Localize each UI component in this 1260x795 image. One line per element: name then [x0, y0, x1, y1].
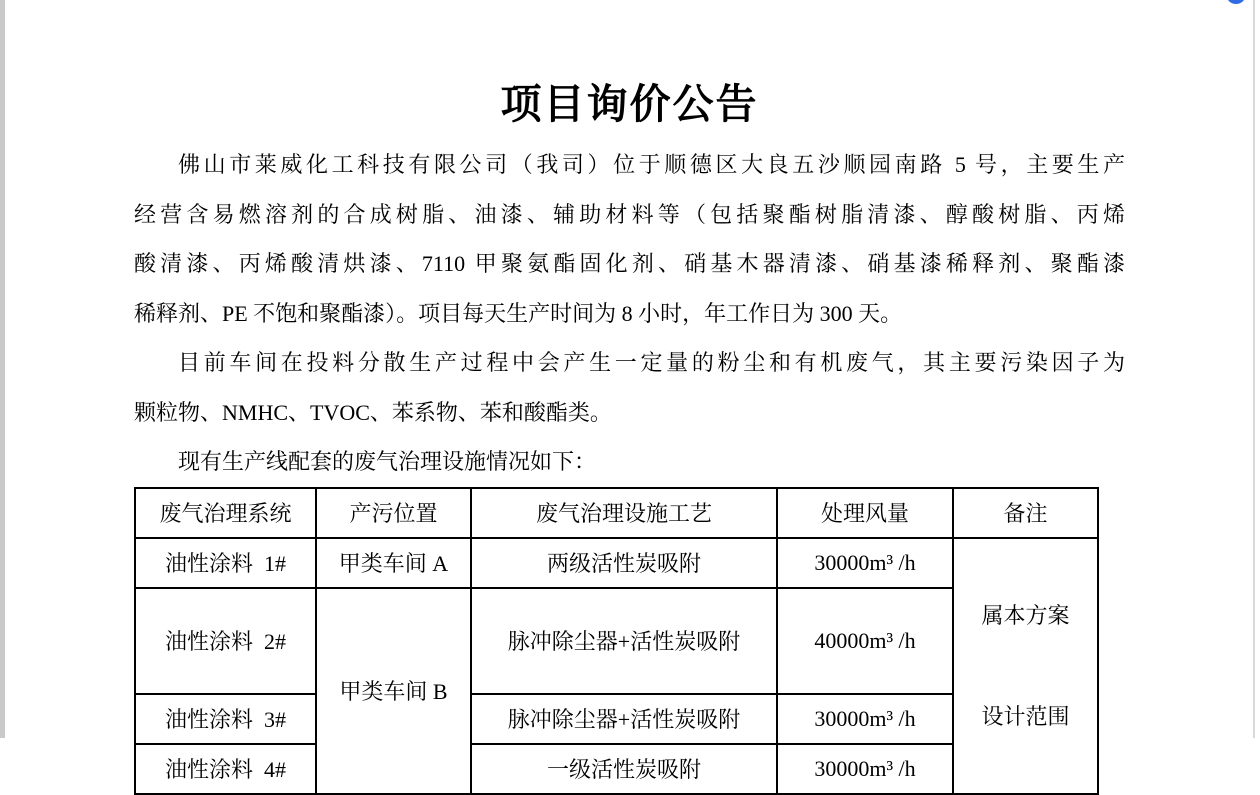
body-line: 佛山市莱威化工科技有限公司（我司）位于顺德区大良五沙顺园南路 5 号，主要生产: [178, 152, 1125, 177]
page-right-edge-line: [1253, 0, 1255, 738]
cell-system-4: 油性涂料 4#: [135, 744, 316, 794]
cell-system-2: 油性涂料 2#: [135, 588, 316, 694]
cell-system-1: 油性涂料 1#: [135, 538, 316, 588]
body-line: 目前车间在投料分散生产过程中会产生一定量的粉尘和有机废气，其主要污染因子为: [178, 350, 1125, 375]
cell-airflow-4: 30000m³ /h: [777, 744, 953, 794]
cell-process-2: 脉冲除尘器+活性炭吸附: [471, 588, 777, 694]
table-row: [135, 538, 1098, 588]
body-line: 经营含易燃溶剂的合成树脂、油漆、辅助材料等（包括聚酯树脂清漆、醇酸树脂、丙烯: [134, 201, 1125, 227]
cell-location-a: 甲类车间 A: [316, 538, 471, 588]
cell-process-1: 两级活性炭吸附: [471, 538, 777, 588]
header-cell-process: 废气治理设施工艺: [471, 488, 777, 538]
page-title: 项目询价公告: [500, 81, 759, 127]
document-page: [134, 0, 1125, 795]
body-line: 现有生产线配套的废气治理设施情况如下：: [178, 449, 597, 474]
cell-location-b: 甲类车间 B: [316, 588, 471, 794]
window-left-edge: [0, 0, 5, 738]
cell-system-3: 油性涂料 3#: [135, 694, 316, 744]
header-cell-airflow: 处理风量: [777, 488, 953, 538]
cell-airflow-3: 30000m³ /h: [777, 694, 953, 744]
floating-action-button-icon[interactable]: [1226, 0, 1246, 4]
waste-gas-facilities-table: [134, 487, 1099, 795]
body-text: [134, 140, 1125, 487]
remark-line: 属本方案: [981, 602, 1070, 628]
cell-process-4: 一级活性炭吸附: [471, 744, 777, 794]
cell-airflow-1: 30000m³ /h: [777, 538, 953, 588]
cell-remark: [953, 538, 1098, 794]
header-cell-location: 产污位置: [316, 488, 471, 538]
body-line: 酸清漆、丙烯酸清烘漆、7110 甲聚氨酯固化剂、硝基木器清漆、硝基漆稀释剂、聚酯漆: [134, 251, 1125, 276]
table-header-row: [135, 488, 1098, 538]
cell-airflow-2: 40000m³ /h: [777, 588, 953, 694]
header-cell-remark: 备注: [953, 488, 1098, 538]
remark-line: 设计范围: [981, 703, 1070, 729]
cell-process-3: 脉冲除尘器+活性炭吸附: [471, 694, 777, 744]
body-line: 稀释剂、PE 不饱和聚酯漆）。项目每天生产时间为 8 小时，年工作日为 300 天。: [134, 300, 903, 326]
body-line: 颗粒物、NMHC、TVOC、苯系物、苯和酸酯类。: [134, 399, 612, 425]
header-cell-system: 废气治理系统: [135, 488, 316, 538]
